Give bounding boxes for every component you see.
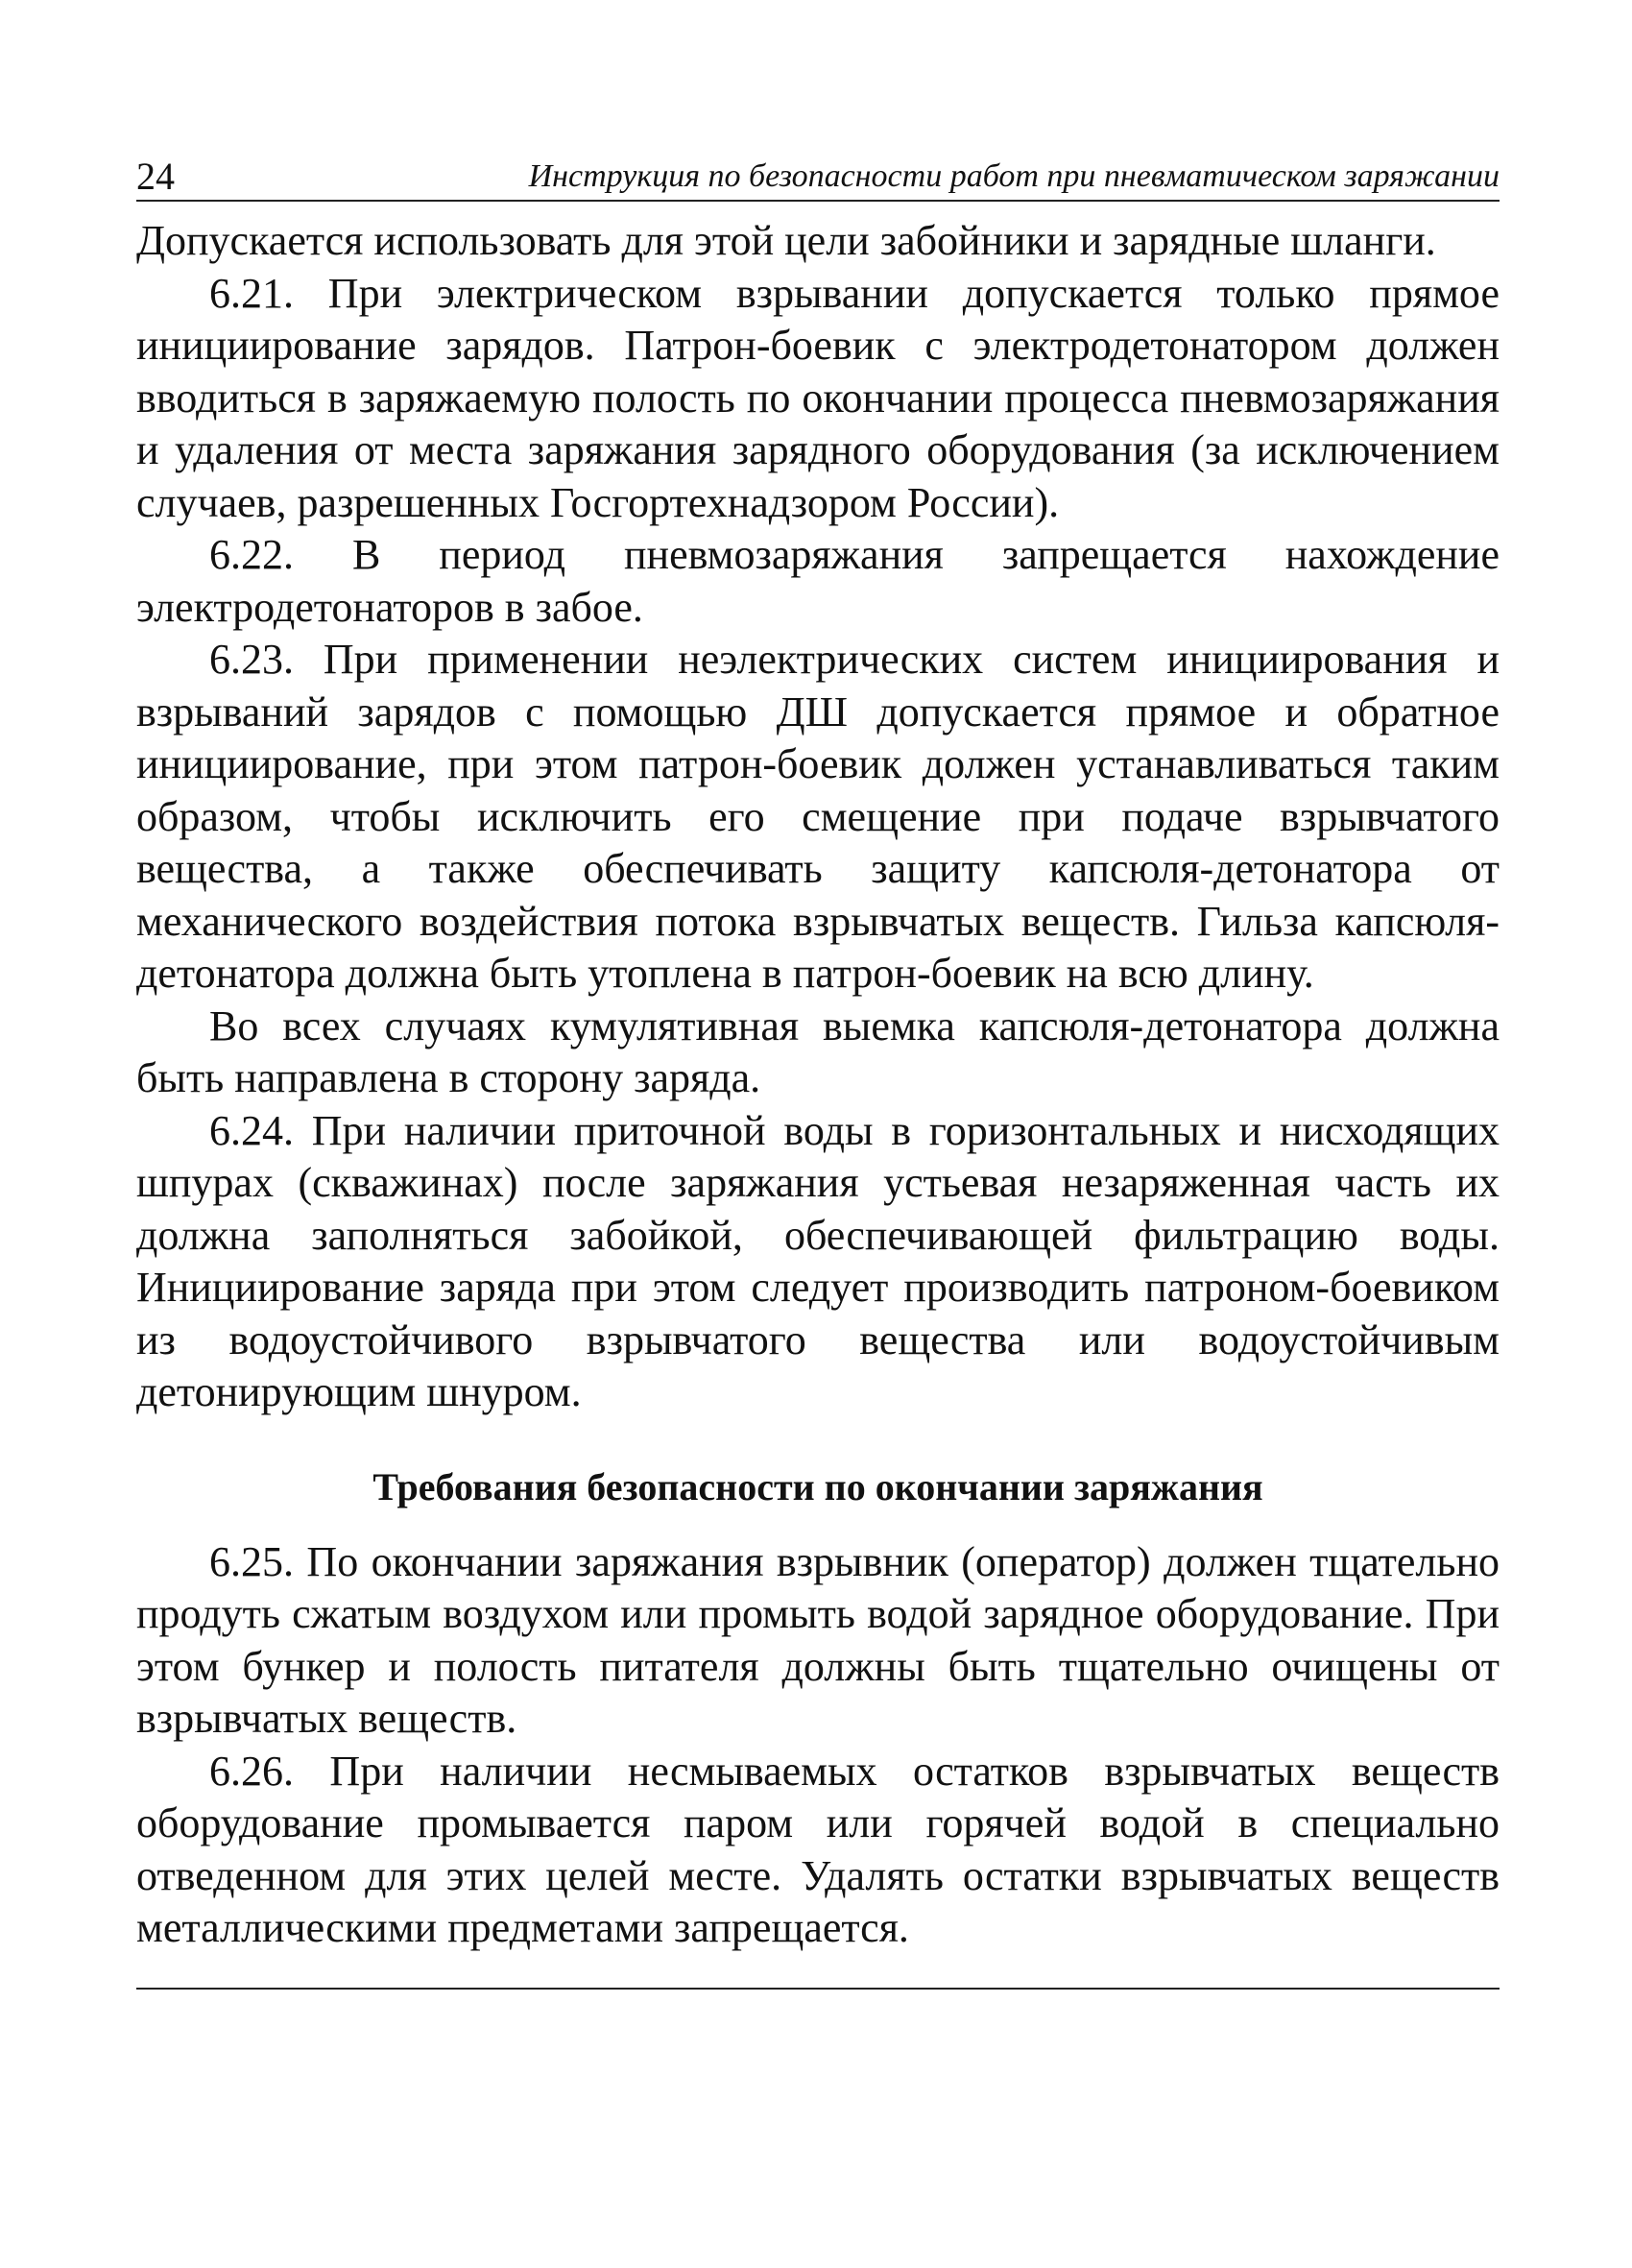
body-text xyxy=(136,215,1500,1955)
paragraph-6-21: 6.21. При электрическом взрывании допускается только прямое инициирование зарядов. Патрон-боевик с электродетонатором должен вводиться в заряжаемую полость по окончании процесса пневмозаряжания и удаления от места заряжания зарядного оборудования (за исключением случаев, разрешенных Госгортехнадзором России). xyxy=(136,269,1500,526)
paragraph-continuation: Допускается использовать для этой цели забойники и зарядные шланги. xyxy=(136,217,1436,264)
document-page xyxy=(136,144,1500,1990)
paragraph-6-22: 6.22. В период пневмозаряжания запрещается нахождение электродетонаторов в забое. xyxy=(136,531,1500,631)
running-title: Инструкция по безопасности работ при пневматическом заряжании xyxy=(528,158,1500,194)
paragraph-cumulative-recess: Во всех случаях кумулятивная выемка капсюля-детонатора должна быть направлена в сторону заряда. xyxy=(136,1001,1500,1101)
paragraph-6-25: 6.25. По окончании заряжания взрывник (оператор) должен тщательно продуть сжатым воздухом или промыть водой зарядное оборудование. При этом бункер и полость питателя должны быть тщательно очищены от взрывчатых веществ. xyxy=(136,1537,1500,1742)
paragraph-6-26: 6.26. При наличии несмываемых остатков взрывчатых веществ оборудование промывается паром или горячей водой в специально отведенном для этих целей месте. Удалять остатки взрывчатых веществ металлическими предметами запрещается. xyxy=(136,1747,1500,1951)
section-heading: Требования безопасности по окончании заряжания xyxy=(372,1464,1263,1508)
running-header xyxy=(136,144,1500,202)
page-number: 24 xyxy=(136,155,175,198)
paragraph-6-24: 6.24. При наличии приточной воды в горизонтальных и нисходящих шпурах (скважинах) после заряжания устьевая незаряженная часть их должна заполняться забойкой, обеспечивающей фильтрацию воды. Инициирование заряда при этом следует производить патроном-боевиком из водоустойчивого взрывчатого вещества или водоустойчивым детонирующим шнуром. xyxy=(136,1106,1500,1415)
paragraph-6-23: 6.23. При применении неэлектрических систем инициирования и взрываний зарядов с помощью ДШ допускается прямое и обратное инициирование, при этом патрон-боевик должен устанавливаться таким образом, чтобы исключить его смещение при подаче взрывчатого вещества, а также обеспечивать защиту капсюля-детонатора от механического воздействия потока взрывчатых веществ. Гильза капсюля-детонатора должна быть утоплена в патрон-боевик на всю длину. xyxy=(136,636,1500,997)
bottom-rule xyxy=(136,1988,1500,1990)
